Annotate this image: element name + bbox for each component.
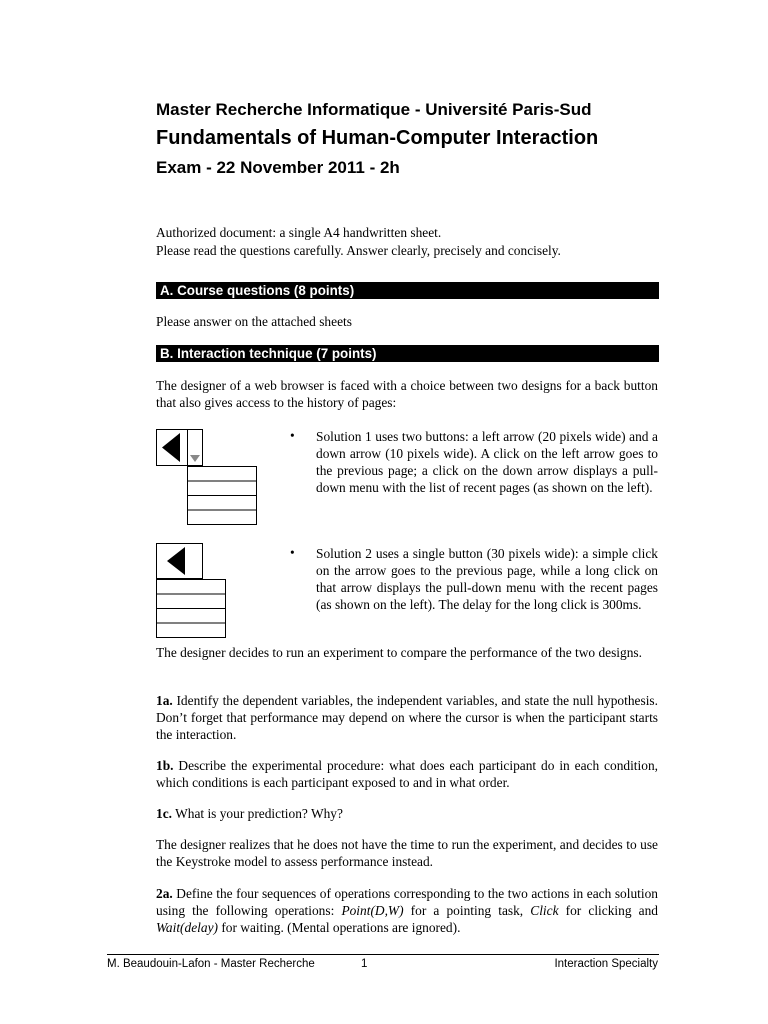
solution1-diagram (156, 429, 260, 529)
solution1-bullet: • (290, 428, 295, 443)
question-1c (156, 805, 658, 822)
keystroke-text: The designer realizes that he does not have the time to run the experiment, and decides to use the Keystroke model to assess performance instead. (156, 837, 658, 869)
question-1c-text: What is your prediction? Why? (175, 806, 343, 821)
question-1a (156, 692, 658, 743)
intro-instructions: Please read the questions carefully. Answer clearly, precisely and concisely. (156, 243, 561, 258)
section-a-text: Please answer on the attached sheets (156, 314, 352, 329)
section-b-intro: The designer of a web browser is faced with a choice between two designs for a back button that also gives access to the history of pages: (156, 378, 658, 410)
header-course-title: Fundamentals of Human-Computer Interaction (156, 127, 599, 149)
footer-course: Interaction Specialty (554, 958, 658, 970)
question-2a-pre: Define the four sequences of operations corresponding to the two actions in each solution using the following operations: (156, 886, 658, 918)
footer-page-number: 1 (361, 958, 368, 970)
intro-authorized: Authorized document: a single A4 handwritten sheet. (156, 225, 442, 240)
header-exam-date: Exam - 22 November 2011 - 2h (156, 158, 400, 177)
question-2a-mid1: for a pointing task, (410, 903, 524, 918)
question-2a-wait: Wait(delay) (156, 920, 218, 935)
question-2a-mid2: for clicking and (565, 903, 658, 918)
solution1-text: Solution 1 uses two buttons: a left arrow (20 pixels wide) and a down arrow (10 pixels wide). A click on the left arrow goes to the previous page; a click on the down arrow displays a pull-down menu with the list of recent pages (as shown on the left). (316, 429, 658, 495)
question-1a-text: Identify the dependent variables, the independent variables, and state the null hypothesis. Don’t forget that performance may depend on where the cursor is when the participant starts the interaction. (156, 693, 658, 742)
question-1a-label: 1a. (156, 693, 173, 708)
question-2a-end: for waiting. (Mental operations are ignored). (221, 920, 461, 935)
question-1c-label: 1c. (156, 806, 172, 821)
solution2-text: Solution 2 uses a single button (30 pixels wide): a simple click on the arrow goes to the previous page, while a long click on that arrow displays the pull-down menu with the recent pages (as shown on the left). The delay for the long click is 300ms. (316, 546, 658, 612)
experiment-text: The designer decides to run an experiment to compare the performance of the two designs. (156, 645, 642, 660)
question-2a (156, 885, 658, 936)
question-2a-label: 2a. (156, 886, 173, 901)
footer-rule (107, 954, 659, 955)
question-2a-point: Point(D,W) (341, 903, 404, 918)
footer-author: M. Beaudouin-Lafon - Master Recherche (107, 958, 315, 970)
question-1b-label: 1b. (156, 758, 174, 773)
question-1b-text: Describe the experimental procedure: what does each participant do in each condition, which conditions is each participant exposed to and in what order. (156, 758, 658, 790)
solution2-diagram (156, 543, 230, 640)
header-program: Master Recherche Informatique - Université Paris-Sud (156, 100, 592, 119)
section-b-title: B. Interaction technique (7 points) (156, 345, 659, 362)
question-2a-click: Click (530, 903, 559, 918)
solution2-bullet: • (290, 545, 295, 560)
section-a-title: A. Course questions (8 points) (156, 282, 659, 299)
question-1b (156, 757, 658, 791)
